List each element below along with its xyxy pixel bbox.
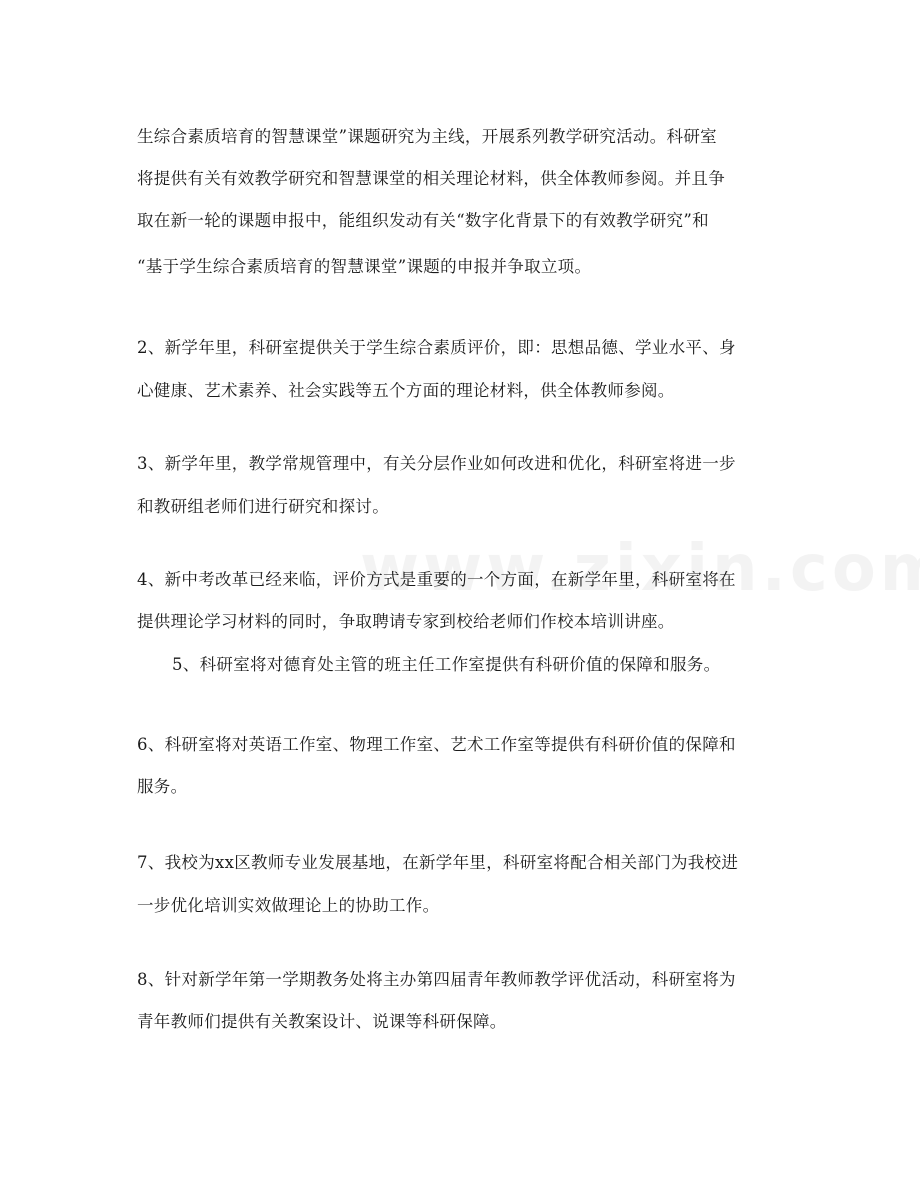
- text-line: 5、科研室将对德育处主管的班主任工作室提供有科研价值的保障和服务。: [172, 655, 721, 674]
- text-line: 2、新学年里，科研室提供关于学生综合素质评价，即：思想品德、学业水平、身: [137, 338, 736, 357]
- text-line: 和教研组老师们进行研究和探讨。: [137, 497, 389, 516]
- list-item-5: [172, 655, 822, 675]
- text-line: 6、科研室将对英语工作室、物理工作室、艺术工作室等提供有科研价值的保障和: [137, 735, 736, 754]
- text-line: 3、新学年里，教学常规管理中，有关分层作业如何改进和优化，科研室将进一步: [137, 454, 736, 473]
- list-item-3: [137, 454, 787, 517]
- list-item-4: [137, 570, 787, 632]
- list-item-6: [137, 735, 787, 797]
- paragraph-continuation: [137, 127, 787, 277]
- text-line: 4、新中考改革已经来临，评价方式是重要的一个方面，在新学年里，科研室将在: [137, 570, 736, 589]
- text-line: “基于学生综合素质培育的智慧课堂”课题的申报并争取立项。: [137, 257, 592, 276]
- text-line: 一步优化培训实效做理论上的协助工作。: [137, 896, 440, 915]
- text-line: 青年教师们提供有关教案设计、说课等科研保障。: [137, 1012, 507, 1031]
- text-line: 生综合素质培育的智慧课堂”课题研究为主线，开展系列教学研究活动。科研室: [137, 127, 717, 146]
- text-line: 服务。: [137, 777, 188, 796]
- list-item-2: [137, 338, 787, 401]
- text-line: 提供理论学习材料的同时，争取聘请专家到校给老师们作校本培训讲座。: [137, 612, 675, 631]
- list-item-8: [137, 970, 787, 1032]
- text-line: 7、我校为xx区教师专业发展基地，在新学年里，科研室将配合相关部门为我校进: [137, 853, 739, 872]
- text-line: 8、针对新学年第一学期教务处将主办第四届青年教师教学评优活动，科研室将为: [137, 970, 736, 989]
- text-line: 心健康、艺术素养、社会实践等五个方面的理论材料，供全体教师参阅。: [137, 381, 675, 400]
- text-line: 将提供有关有效教学研究和智慧课堂的相关理论材料，供全体教师参阅。并且争: [137, 169, 725, 188]
- list-item-7: [137, 853, 787, 916]
- text-line: 取在新一轮的课题申报中，能组织发动有关“数字化背景下的有效教学研究”和: [137, 211, 709, 230]
